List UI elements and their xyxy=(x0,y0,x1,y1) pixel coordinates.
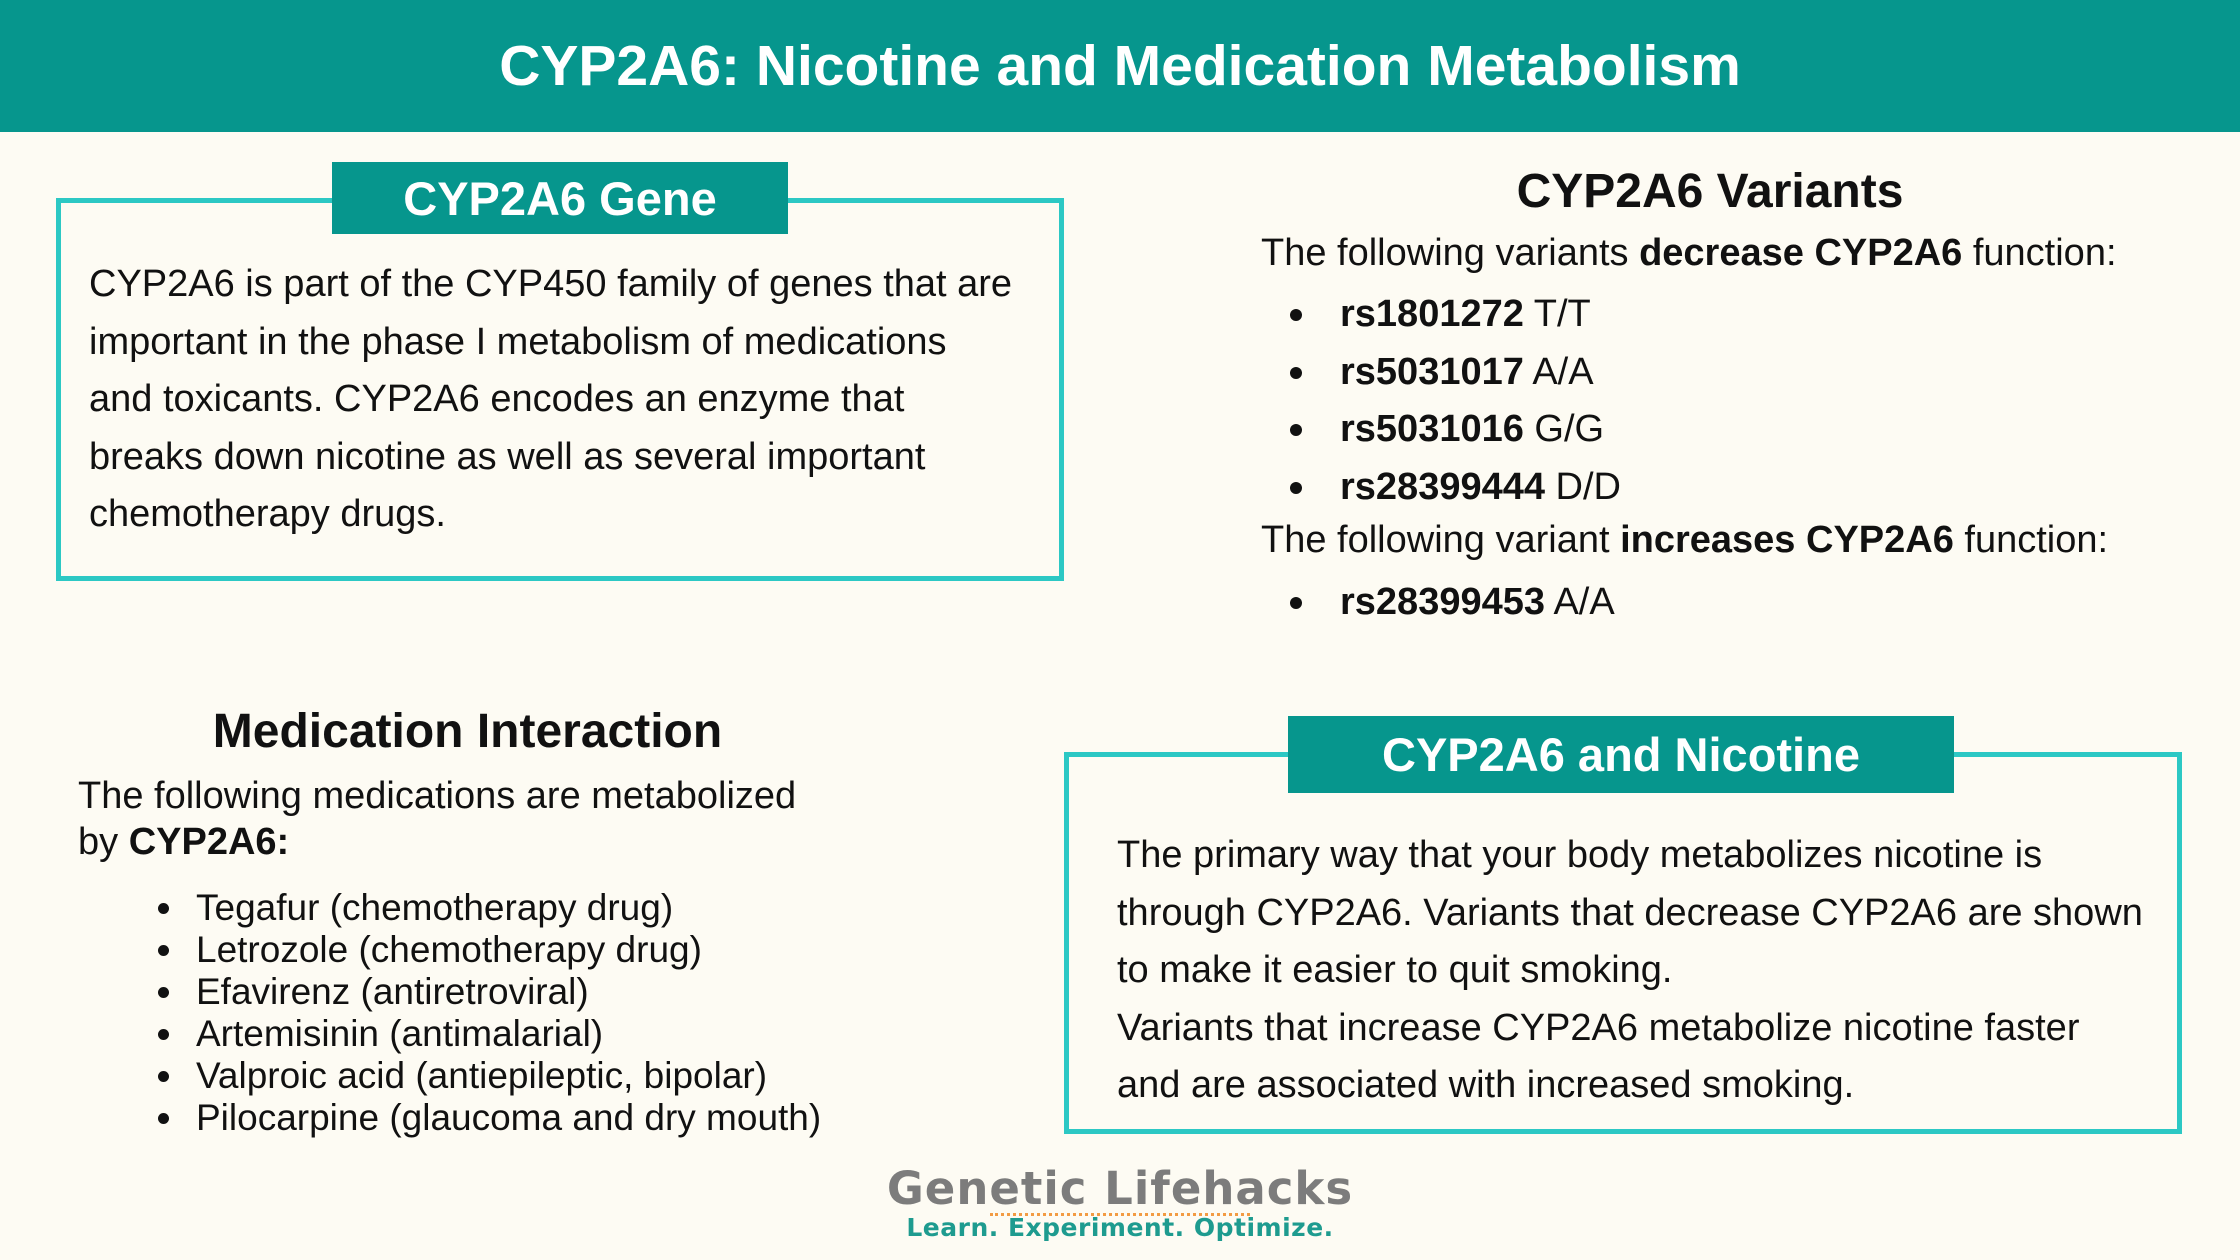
bullet-icon xyxy=(1290,367,1302,379)
gene-line: breaks down nicotine as well as several important xyxy=(89,435,926,478)
decrease-variants-list xyxy=(1260,286,1621,516)
variant-genotype: A/A xyxy=(1545,581,1615,623)
list-item xyxy=(156,1097,821,1139)
bullet-icon xyxy=(158,1113,169,1124)
nicotine-line: The primary way that your body metabolizes nicotine is xyxy=(1117,834,2043,876)
list-item xyxy=(156,887,821,929)
gene-line: chemotherapy drugs. xyxy=(89,493,446,535)
gene-line: CYP2A6 is part of the CYP450 family of genes that are xyxy=(89,263,1013,305)
nicotine-line: to make it easier to quit smoking. xyxy=(1117,949,1673,991)
bullet-icon xyxy=(158,1071,169,1082)
medication-intro-line1: The following medications are metabolized xyxy=(78,775,797,817)
bullet-icon xyxy=(1290,482,1302,494)
intro-bold-text: increases CYP2A6 xyxy=(1620,519,1954,561)
gene-line: important in the phase I metabolism of medications xyxy=(89,320,947,363)
variants-increase-intro xyxy=(1261,519,2108,562)
nicotine-line: and are associated with increased smoking. xyxy=(1117,1064,1855,1106)
bullet-icon xyxy=(158,945,169,956)
intro-text: The following variants xyxy=(1261,232,1640,274)
variant-rsid: rs28399453 xyxy=(1340,581,1545,623)
gene-description xyxy=(89,256,1049,544)
logo-name: Genetic Lifehacks xyxy=(886,1162,1354,1215)
list-item xyxy=(156,971,821,1013)
gene-line: and toxicants. CYP2A6 encodes an enzyme that xyxy=(89,378,905,420)
medication-intro-line2 xyxy=(78,821,289,864)
intro-bold-text: decrease CYP2A6 xyxy=(1639,232,1963,274)
list-item xyxy=(156,1013,821,1055)
medication-name: Tegafur (chemotherapy drug) xyxy=(196,887,674,928)
nicotine-description xyxy=(1117,827,2177,1115)
intro-text: The following variant xyxy=(1261,519,1621,561)
nicotine-box-label: CYP2A6 and Nicotine xyxy=(1288,716,1954,793)
variant-rsid: rs1801272 xyxy=(1340,293,1524,335)
variants-title: CYP2A6 Variants xyxy=(1516,165,1904,218)
medication-name: Letrozole (chemotherapy drug) xyxy=(196,929,702,970)
variant-genotype: G/G xyxy=(1523,408,1605,450)
medication-name: Valproic acid (antiepileptic, bipolar) xyxy=(196,1055,768,1096)
list-item xyxy=(156,929,821,971)
variants-decrease-intro xyxy=(1261,232,2117,275)
page-title: CYP2A6: Nicotine and Medication Metabolism xyxy=(499,34,1741,98)
variant-rsid: rs5031016 xyxy=(1340,408,1524,450)
medication-name: Efavirenz (antiretroviral) xyxy=(196,971,589,1012)
list-item xyxy=(1260,459,1621,517)
intro-text: function: xyxy=(1953,519,2109,561)
nicotine-line: Variants that increase CYP2A6 metabolize nicotine faster xyxy=(1117,1006,2080,1049)
variant-genotype: D/D xyxy=(1545,465,1621,508)
logo-tagline: Learn. Experiment. Optimize. xyxy=(906,1213,1334,1242)
list-item xyxy=(1260,286,1621,344)
intro-bold-text: CYP2A6: xyxy=(128,821,290,863)
list-item xyxy=(1260,401,1621,459)
gene-box-label: CYP2A6 Gene xyxy=(332,162,788,234)
bullet-icon xyxy=(158,903,169,914)
bullet-icon xyxy=(1290,597,1302,609)
variant-genotype: A/A xyxy=(1523,350,1594,393)
increase-variants-list xyxy=(1260,574,1615,632)
variant-rsid: rs5031017 xyxy=(1340,350,1524,393)
variant-rsid: rs28399444 xyxy=(1340,465,1545,508)
list-item xyxy=(1260,574,1615,632)
intro-text: by xyxy=(78,821,129,863)
intro-text: function: xyxy=(1962,232,2117,274)
header-banner xyxy=(0,0,2240,132)
bullet-icon xyxy=(1290,309,1302,321)
list-item xyxy=(1260,344,1621,402)
bullet-icon xyxy=(158,987,169,998)
list-item xyxy=(156,1055,821,1097)
medication-title: Medication Interaction xyxy=(212,705,723,758)
medication-name: Pilocarpine (glaucoma and dry mouth) xyxy=(196,1097,822,1138)
variant-genotype: T/T xyxy=(1523,293,1591,335)
nicotine-line: through CYP2A6. Variants that decrease CYP2A6 are shown xyxy=(1117,891,2143,934)
bullet-icon xyxy=(1290,424,1302,436)
medication-name: Artemisinin (antimalarial) xyxy=(196,1013,604,1054)
bullet-icon xyxy=(158,1029,169,1040)
medication-list xyxy=(156,887,821,1139)
